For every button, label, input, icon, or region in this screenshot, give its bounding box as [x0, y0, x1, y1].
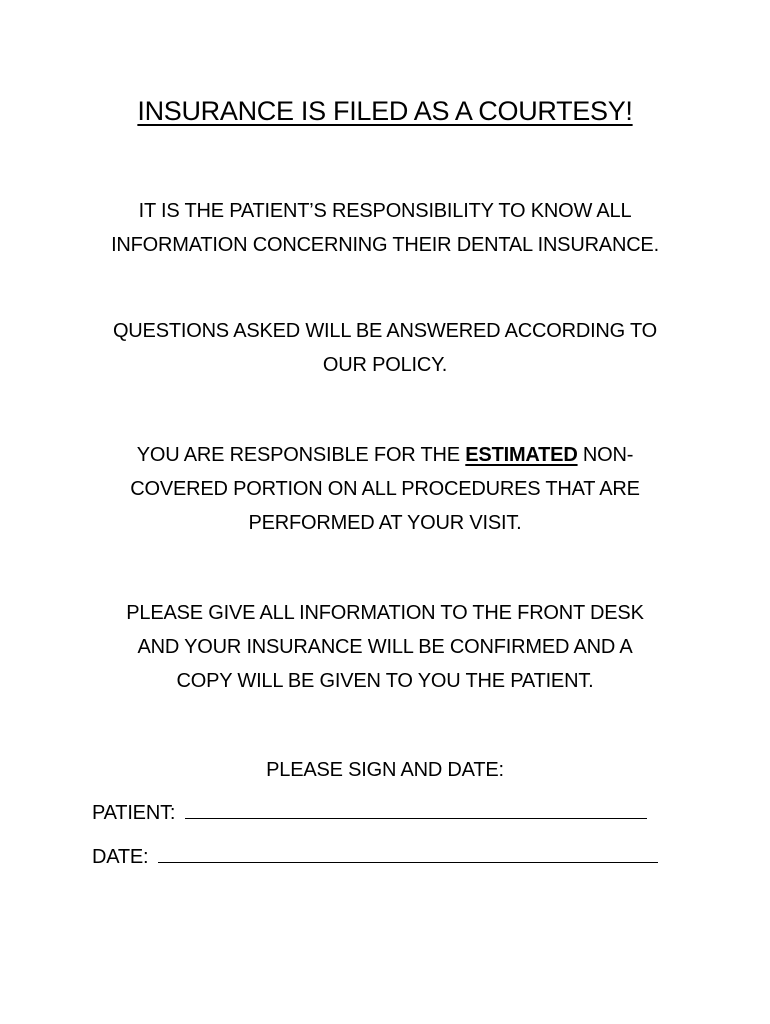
- paragraph-line: OUR POLICY.: [322, 354, 448, 376]
- paragraph-responsibility: [60, 194, 710, 262]
- paragraph-front-desk: [60, 596, 710, 698]
- patient-signature-row: [92, 800, 647, 825]
- paragraph-line: INFORMATION CONCERNING THEIR DENTAL INSURANCE.: [111, 234, 659, 256]
- estimated-emphasis: ESTIMATED: [465, 444, 578, 466]
- paragraph-line: COVERED PORTION ON ALL PROCEDURES THAT ARE: [130, 478, 640, 500]
- date-line[interactable]: [158, 844, 658, 863]
- paragraph-line: PERFORMED AT YOUR VISIT.: [248, 512, 522, 534]
- paragraph-line: IT IS THE PATIENT’S RESPONSIBILITY TO KNOW ALL: [138, 200, 632, 222]
- paragraph-estimated-portion: [60, 438, 710, 540]
- paragraph-questions: [60, 314, 710, 382]
- line-text-pre: YOU ARE RESPONSIBLE FOR THE: [136, 444, 466, 466]
- line-text-post: NON-: [577, 444, 634, 466]
- patient-label: PATIENT:: [92, 802, 176, 824]
- paragraph-line: QUESTIONS ASKED WILL BE ANSWERED ACCORDING TO: [112, 320, 658, 342]
- patient-signature-line[interactable]: [185, 800, 647, 819]
- date-label: DATE:: [92, 846, 149, 868]
- sign-prompt: [60, 753, 710, 787]
- document-title: INSURANCE IS FILED AS A COURTESY!: [137, 96, 633, 126]
- date-row: [92, 844, 658, 869]
- paragraph-line: AND YOUR INSURANCE WILL BE CONFIRMED AND A: [137, 636, 633, 658]
- paragraph-line: COPY WILL BE GIVEN TO YOU THE PATIENT.: [176, 670, 594, 692]
- paragraph-line: [60, 438, 710, 472]
- paragraph-line: PLEASE GIVE ALL INFORMATION TO THE FRONT DESK: [126, 602, 644, 624]
- sign-prompt-text: PLEASE SIGN AND DATE:: [266, 759, 504, 781]
